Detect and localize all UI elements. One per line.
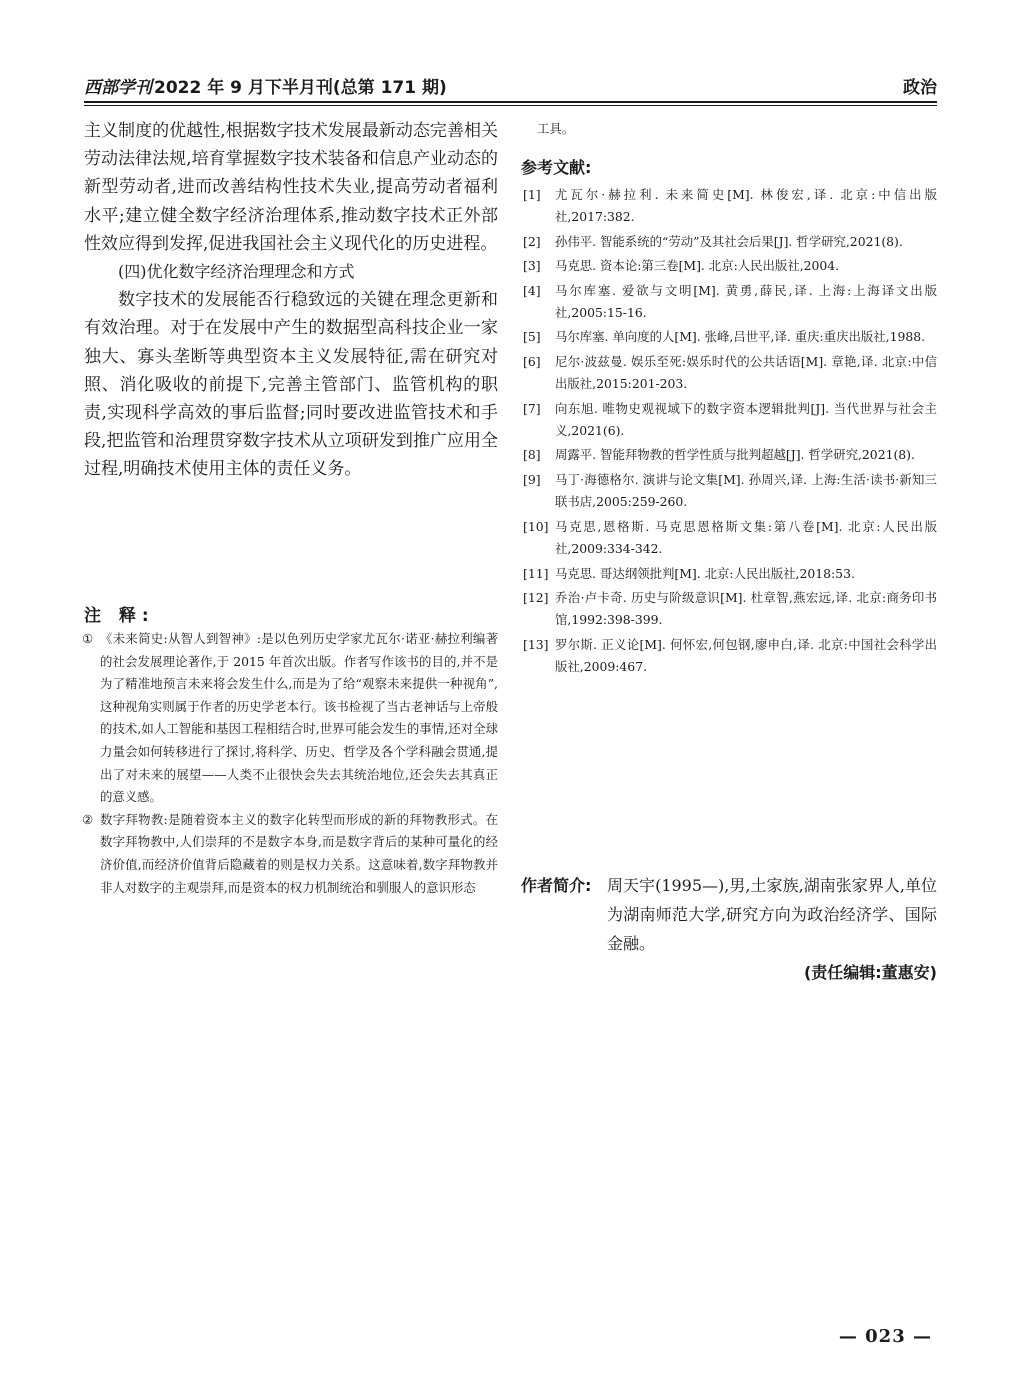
page-number: — 023 — <box>838 1326 932 1347</box>
page-header <box>84 73 937 99</box>
references-list <box>521 184 937 679</box>
section-name: 政治 <box>903 78 937 98</box>
reference-item <box>521 326 937 348</box>
reference-text: 马克思. 哥达纲领批判[M]. 北京:人民出版社,2018:53. <box>555 565 855 581</box>
note-continuation: 工具。 <box>537 121 575 136</box>
reference-number: [1] <box>523 187 541 202</box>
reference-item <box>521 516 937 561</box>
author-text: 周天宇(1995—),男,土家族,湖南张家界人,单位为湖南师范大学,研究方向为政治经济学、国际金融。 <box>607 876 937 953</box>
author-label: 作者简介: <box>521 876 592 895</box>
reference-number: [8] <box>523 447 541 463</box>
reference-number: [7] <box>523 400 541 416</box>
note-text: 数字拜物教:是随着资本主义的数字化转型而形成的新的拜物教形式。在数字拜物教中,人们崇拜的不是数字本身,而是数字背后的某种可量化的经济价值,而经济价值背后隐藏着的则是权力关系。这意味着,数字拜物教并非人对数字的主观崇拜,而是资本的权力机制统治和驯服人的意识形态 <box>100 811 498 895</box>
reference-text: 周露平. 智能拜物教的哲学性质与批判超越[J]. 哲学研究,2021(8). <box>555 447 915 463</box>
body-paragraph: 主义制度的优越性,根据数字技术发展最新动态完善相关劳动法律法规,培育掌握数字技术装备和信息产业动态的新型劳动者,进而改善结构性技术失业,提高劳动者福利水平;建立健全数字经济治理体系,推动数字技术正外部性效应得到发挥,促进我国社会主义现代化的历史进程。 <box>84 121 498 254</box>
reference-item <box>521 351 937 396</box>
reference-text: 马克思,恩格斯. 马克思恩格斯文集:第八卷[M]. 北京:人民出版社,2009:334-342. <box>555 518 937 557</box>
note-item <box>84 809 498 899</box>
reference-text: 乔治·卢卡奇. 历史与阶级意识[M]. 杜章智,燕宏远,译. 北京:商务印书馆,1992:398-399. <box>555 589 937 628</box>
right-column <box>521 117 937 681</box>
reference-number: [12] <box>523 589 549 605</box>
header-rule <box>84 101 937 103</box>
reference-item <box>521 634 937 679</box>
reference-text: 马丁·海德格尔. 演讲与论文集[M]. 孙周兴,译. 上海:生活·读书·新知三联书店,2005:259-260. <box>555 471 937 510</box>
note-text: 《未来简史:从智人到智神》:是以色列历史学家尤瓦尔·诺亚·赫拉利编著的社会发展理论著作,于 2015 年首次出版。作者写作该书的目的,并不是为了精准地预言未来将会发生什么,而是为了给“观察未来提供一种视角”,这种视角实则属于作者的历史学老本行。该书检视了当古老神话与上帝般的技术,如人工智能和基因工程相结合时,世界可能会发生的事情,还对全球力量会如何转移进行了探讨,将科学、历史、哲学及各个学科融会贯通,提出了对未来的展望——人类不止很快会失去其统治地位,还会失去其真正的意义感。 <box>100 631 498 805</box>
reference-number: [9] <box>523 471 541 487</box>
reference-text: 孙伟平. 智能系统的“劳动”及其社会后果[J]. 哲学研究,2021(8). <box>555 233 903 249</box>
body-paragraph: 数字技术的发展能否行稳致远的关键在理念更新和有效治理。对于在发展中产生的数据型高科技企业一家独大、寡头垄断等典型资本主义发展特征,需在研究对照、消化吸收的前提下,完善主管部门、监管机构的职责,实现科学高效的事后监督;同时要改进监管技术和手段,把监管和治理贯穿数字技术从立项研发到推广应用全过程,明确技术使用主体的责任义务。 <box>84 290 498 480</box>
reference-item <box>521 398 937 443</box>
left-column <box>84 117 498 484</box>
reference-item <box>521 444 937 466</box>
reference-number: [4] <box>523 282 541 298</box>
reference-text: 马尔库塞. 单向度的人[M]. 张峰,吕世平,译. 重庆:重庆出版社,1988. <box>555 329 926 345</box>
section-subheading: (四)优化数字经济治理理念和方式 <box>118 262 355 282</box>
references-title: 参考文献: <box>521 158 592 177</box>
reference-item <box>521 231 937 253</box>
reference-item <box>521 255 937 277</box>
responsible-editor: (责任编辑:董惠安) <box>803 963 937 982</box>
note-item <box>84 628 498 809</box>
notes-list <box>84 628 498 899</box>
reference-number: [11] <box>523 565 549 581</box>
reference-text: 尤瓦尔·赫拉利. 未来简史[M]. 林俊宏,译. 北京:中信出版社,2017:382. <box>555 187 937 225</box>
reference-item <box>521 184 937 229</box>
reference-number: [10] <box>523 518 549 534</box>
note-number: ② <box>82 811 94 827</box>
notes-title: 注 释: <box>84 606 155 626</box>
reference-number: [6] <box>523 353 541 369</box>
reference-text: 罗尔斯. 正义论[M]. 何怀宏,何包钢,廖申白,译. 北京:中国社会科学出版社,2009:467. <box>555 636 937 675</box>
journal-issue <box>84 73 447 98</box>
reference-item <box>521 587 937 632</box>
reference-text: 尼尔·波兹曼. 娱乐至死:娱乐时代的公共话语[M]. 章艳,译. 北京:中信出版社,2015:201-203. <box>555 353 937 392</box>
reference-item <box>521 563 937 585</box>
author-bio <box>521 871 937 958</box>
header-rule-thin <box>84 105 937 106</box>
reference-text: 马克思. 资本论:第三卷[M]. 北京:人民出版社,2004. <box>555 258 840 274</box>
reference-item <box>521 469 937 514</box>
reference-text: 马尔库塞. 爱欲与文明[M]. 黄勇,薛民,译. 上海:上海译文出版社,2005:15-16. <box>555 282 937 321</box>
note-number: ① <box>82 631 94 646</box>
reference-number: [13] <box>523 636 549 652</box>
journal-logo: 西部学刊 <box>84 78 152 98</box>
reference-number: [2] <box>523 233 541 249</box>
reference-number: [3] <box>523 258 541 274</box>
reference-item <box>521 280 937 325</box>
reference-text: 向东旭. 唯物史观视域下的数字资本逻辑批判[J]. 当代世界与社会主义,2021(6). <box>555 400 937 439</box>
issue-info: 2022 年 9 月下半月刊(总第 171 期) <box>154 78 447 98</box>
reference-number: [5] <box>523 329 541 345</box>
